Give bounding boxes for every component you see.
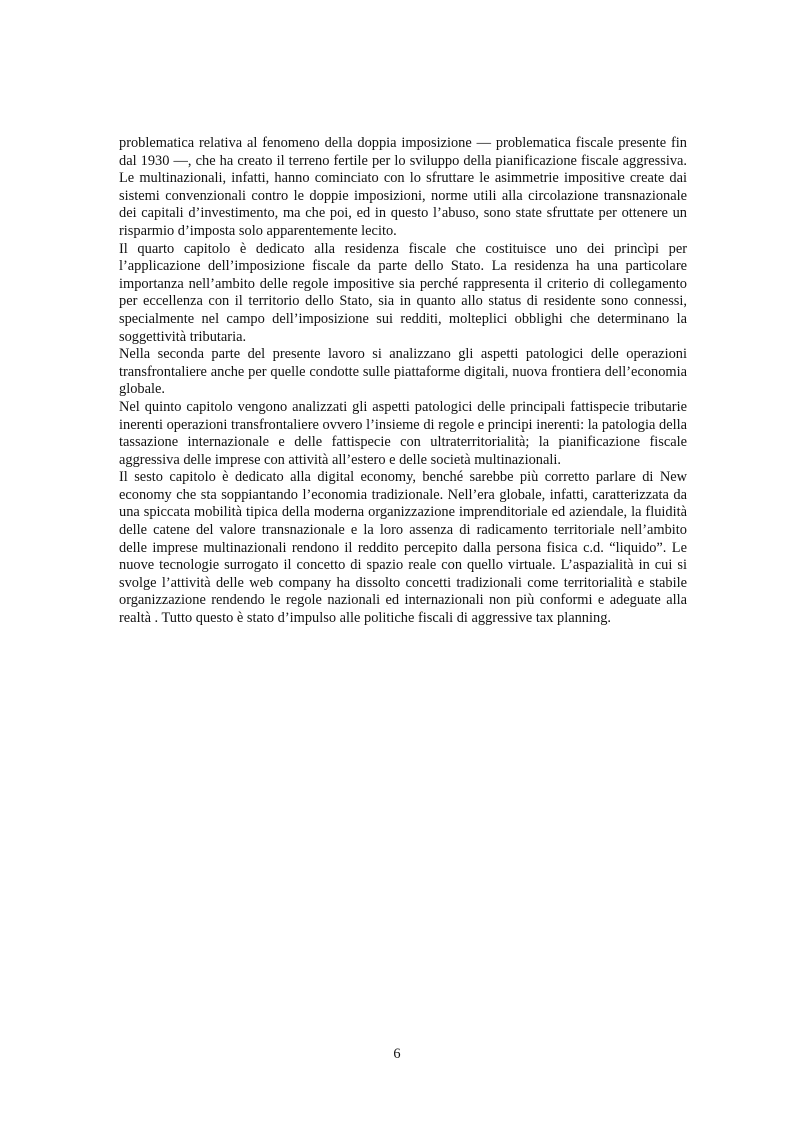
body-text bbox=[119, 135, 687, 628]
paragraph-1: problematica relativa al fenomeno della doppia imposizione — problematica fiscale presente fin dal 1930 —, che ha creato il terreno fertile per lo sviluppo della pianificazione fiscale aggressiva. Le multinazionali, infatti, hanno cominciato con lo sfruttare le asimmetrie impositive create dai sistemi convenzionali contro le doppie imposizioni, norme utili alla circolazione transnazionale dei capitali d’investimento, ma che poi, ed in questo l’abuso, sono state sfruttate per ottenere un risparmio d’imposta solo apparentemente lecito. bbox=[119, 135, 687, 239]
paragraph-2: Il quarto capitolo è dedicato alla residenza fiscale che costituisce uno dei princìpi per l’applicazione dell’imposizione fiscale da parte dello Stato. La residenza ha una particolare importanza nell’ambito delle regole impositive sia perché rappresenta il criterio di collegamento per eccellenza con il territorio dello Stato, sia in quanto allo status di residente sono connessi, specialmente nel campo dell’imposizione sui redditi, molteplici obblighi che determinano la soggettività tributaria. bbox=[119, 240, 687, 345]
paragraph-5: Il sesto capitolo è dedicato alla digital economy, benché sarebbe più corretto parlare di New economy che sta soppiantando l’economia tradizionale. Nell’era globale, infatti, caratterizzata da una spiccata mobilità tipica della moderna organizzazione imprenditoriale ed aziendale, la fluidità delle catene del valore transnazionale e la loro assenza di radicamento territoriale nell’ambito delle imprese multinazionali rendono il reddito percepito dalla persona fisica c.d. “liquido”. Le nuove tecnologie surrogato il concetto di spazio reale con quello virtuale. L’aspazialità in cui si svolge l’attività delle web company ha dissolto concetti tradizionali come territorialità e stabile organizzazione rendendo le regole nazionali ed internazionali non più conformi e adeguate alla realtà . Tutto questo è stato d’impulso alle politiche fiscali di aggressive tax planning. bbox=[119, 469, 687, 627]
paragraph-3: Nella seconda parte del presente lavoro si analizzano gli aspetti patologici delle operazioni transfrontaliere anche per quelle condotte sulle piattaforme digitali, nuova frontiera dell’economia globale. bbox=[119, 346, 687, 398]
paragraph-4: Nel quinto capitolo vengono analizzati gli aspetti patologici delle principali fattispecie tributarie inerenti operazioni transfrontaliere ovvero l’insieme di regole e principi inerenti: la patologia della tassazione internazionale e delle fattispecie con ultraterritorialità; la pianificazione fiscale aggressiva delle imprese con attività all’estero e delle società multinazionali. bbox=[119, 398, 687, 468]
page-number: 6 bbox=[393, 1046, 401, 1062]
